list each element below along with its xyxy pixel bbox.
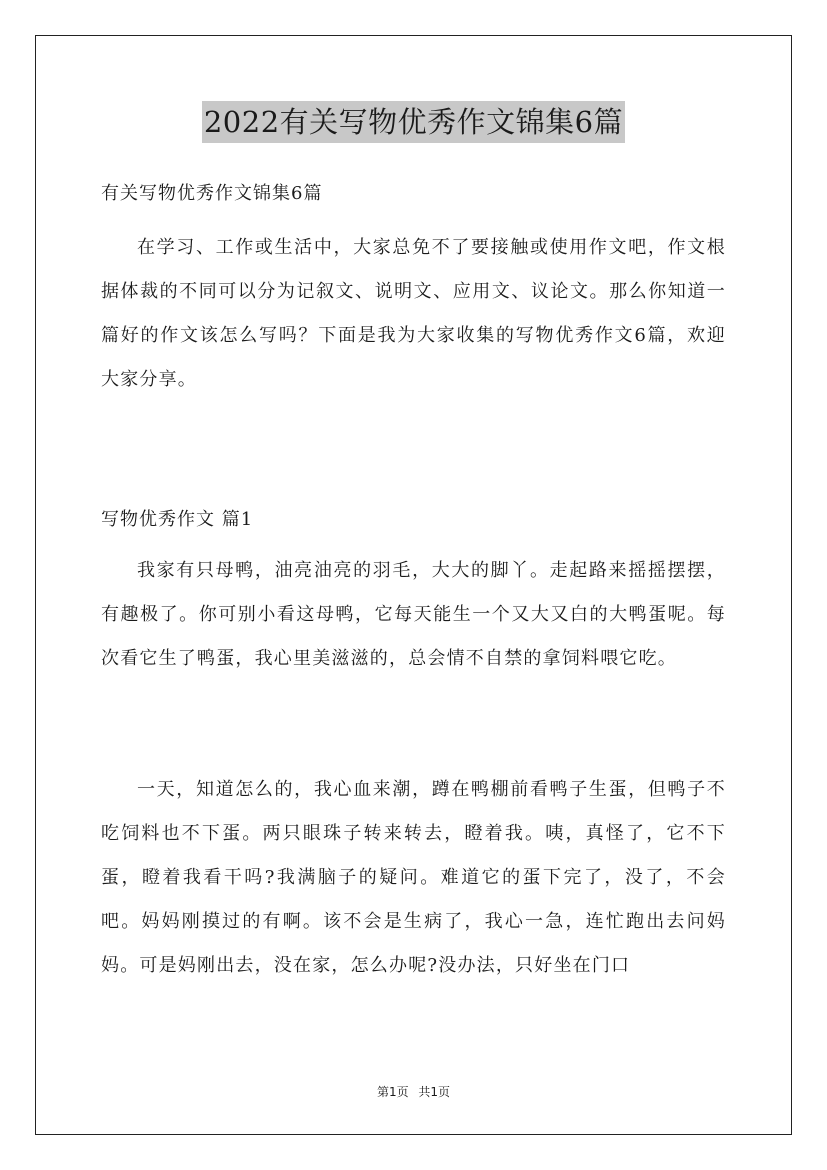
body-paragraph-2: 一天，知道怎么的，我心血来潮，蹲在鸭棚前看鸭子生蛋，但鸭子不吃饲料也不下蛋。两只眼珠子转来转去，瞪着我。咦，真怪了，它不下蛋，瞪着我看干吗?我满脑子的疑问。难道它的蛋下完了，没了，不会吧。妈妈刚摸过的有啊。该不会是生病了，我心一急，连忙跑出去问妈妈。可是妈刚出去，没在家，怎么办呢?没办法，只好坐在门口 (101, 779, 726, 976)
page-number: 第1页 (376, 1085, 409, 1099)
section-heading: 写物优秀作文 篇1 (101, 509, 254, 530)
intro-paragraph: 在学习、工作或生活中，大家总免不了要接触或使用作文吧，作文根据体裁的不同可以分为记叙文、说明文、应用文、议论文。那么你知道一篇好的作文该怎么写吗？下面是我为大家收集的写物优秀作文6篇，欢迎大家分享。 (101, 237, 726, 390)
title-container (0, 101, 827, 143)
body-paragraph-1: 我家有只母鸭，油亮油亮的羽毛，大大的脚丫。走起路来摇摇摆摆，有趣极了。你可别小看这母鸭，它每天能生一个又大又白的大鸭蛋呢。每次看它生了鸭蛋，我心里美滋滋的，总会情不自禁的拿饲料喂它吃。 (101, 560, 726, 669)
document-title: 2022有关写物优秀作文锦集6篇 (202, 101, 625, 143)
page-footer (0, 1083, 827, 1101)
page-total: 共1页 (418, 1085, 451, 1099)
document-subtitle: 有关写物优秀作文锦集6篇 (101, 183, 323, 204)
